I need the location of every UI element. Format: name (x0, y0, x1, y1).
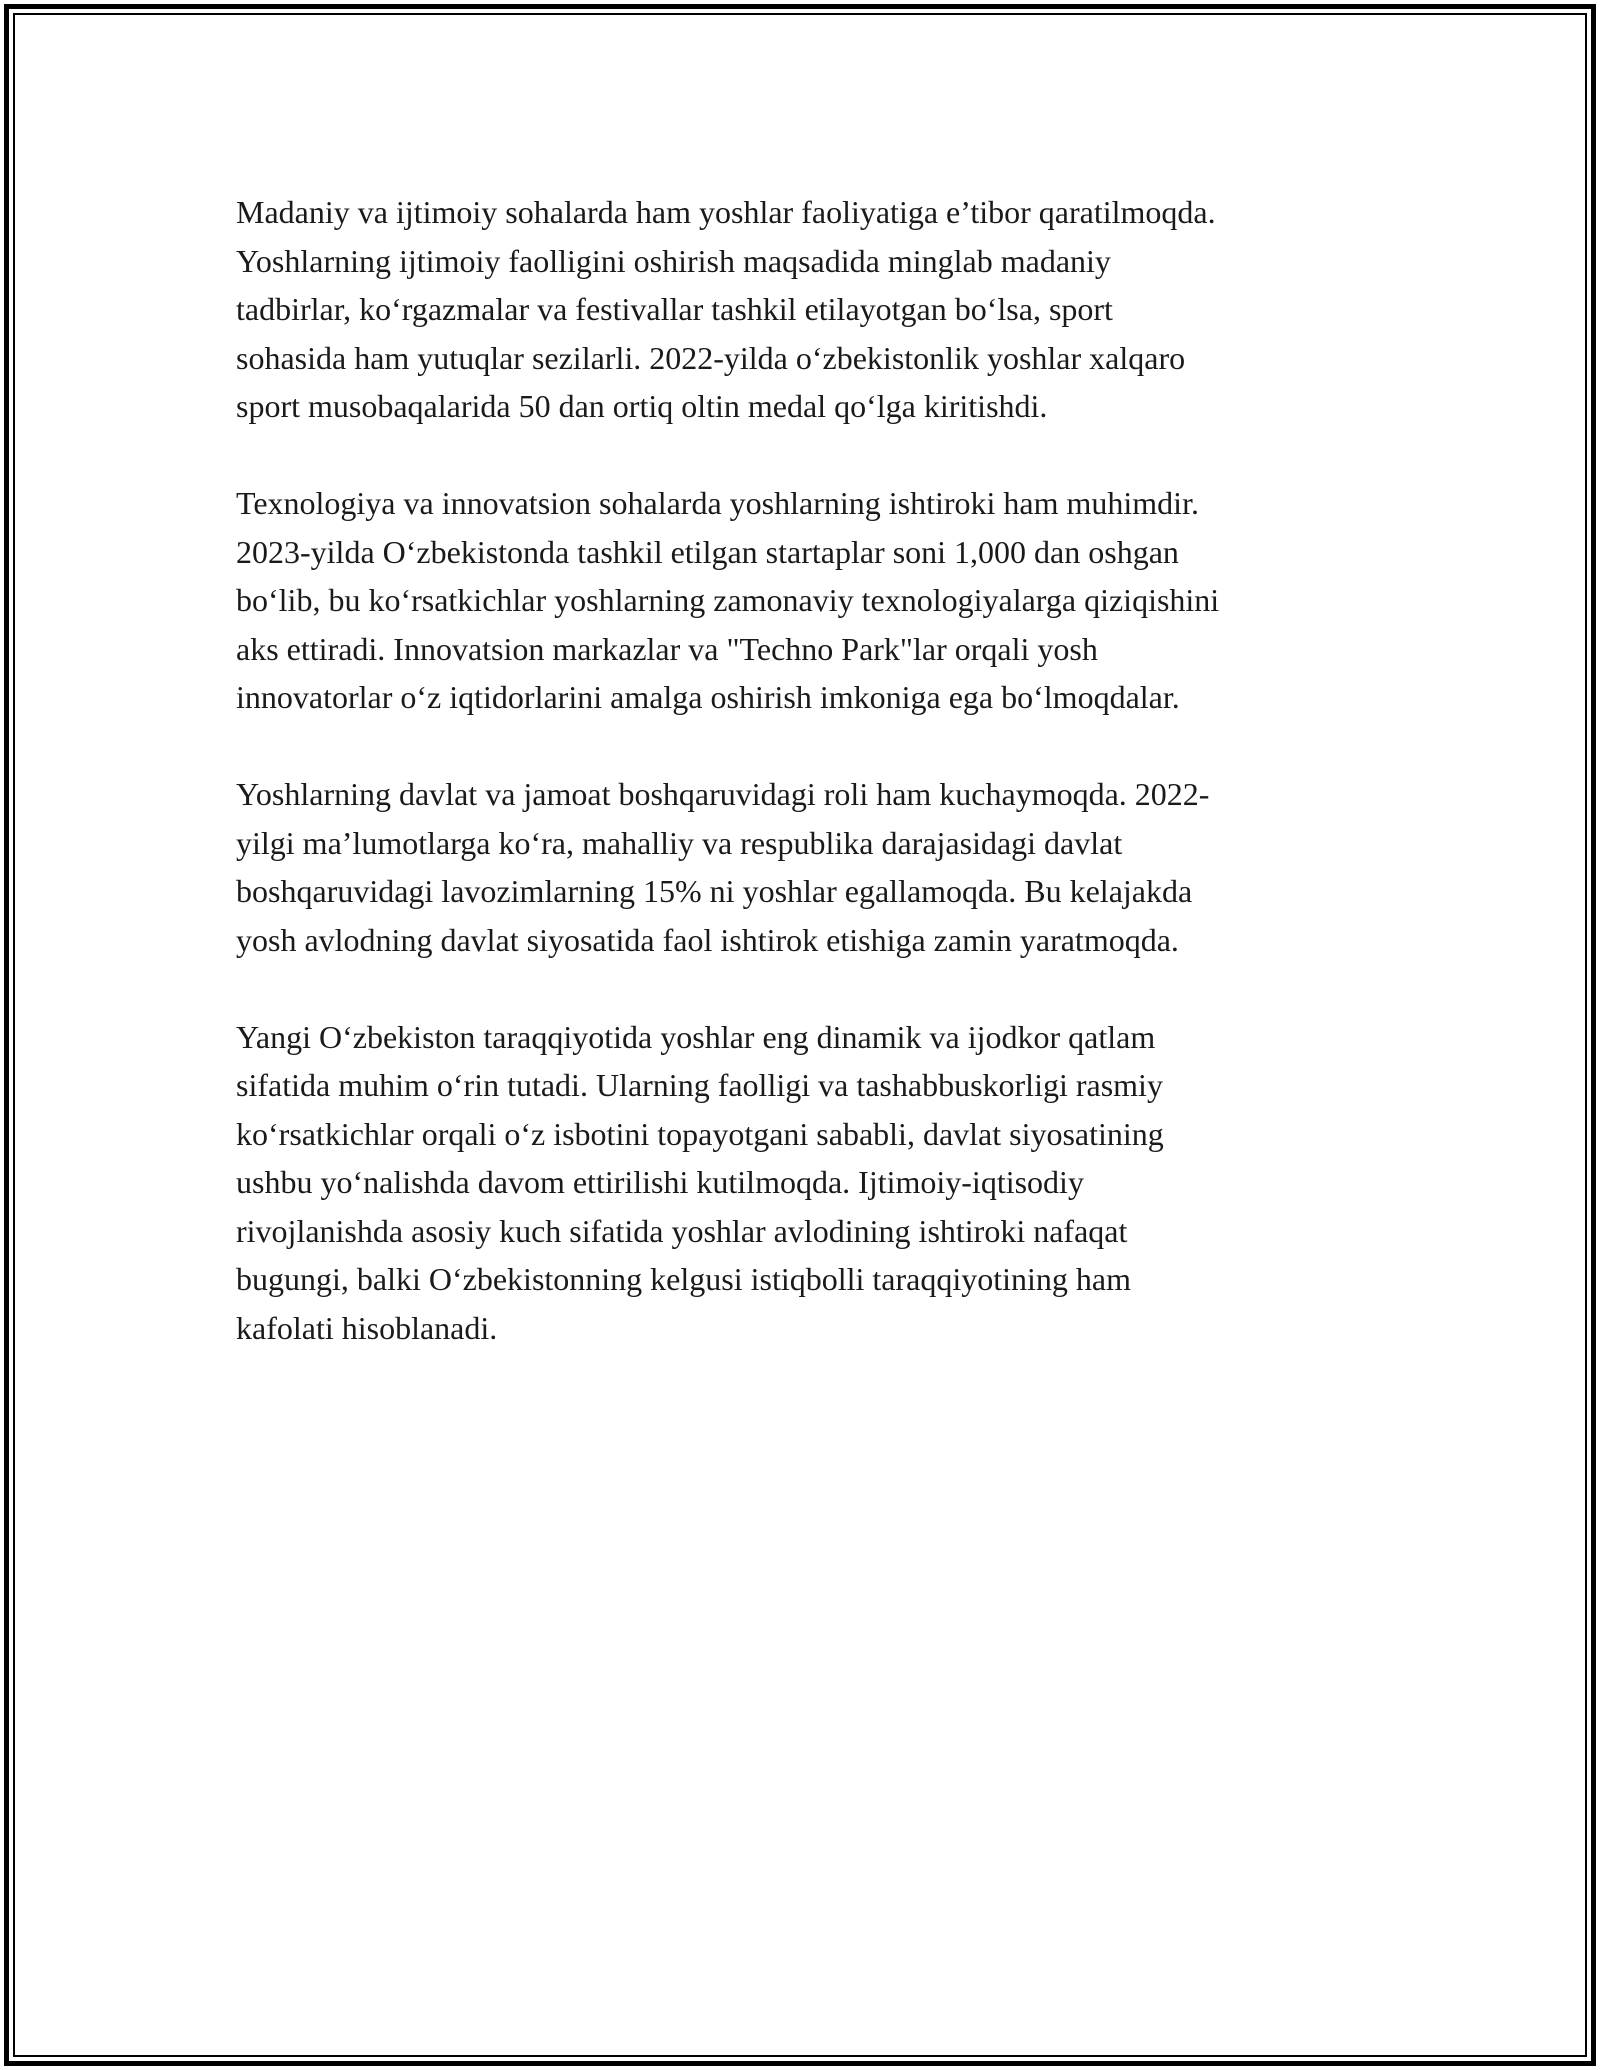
paragraph-governance: Yoshlarning davlat va jamoat boshqaruvidagi roli ham kuchaymoqda. 2022- yilgi ma’lumotlarga ko‘ra, mahalliy va respublika darajasidagi davlat boshqaruvidagi lavozimlarning 15% ni yoshlar egallamoqda. Bu kelajakda yosh avlodning davlat siyosatida faol ishtirok etishiga zamin yaratmoqda. (236, 776, 1210, 958)
document-body (236, 188, 1381, 1352)
paragraph-technology-innovation: Texnologiya va innovatsion sohalarda yoshlarning ishtiroki ham muhimdir. 2023-yilda O‘zbekistonda tashkil etilgan startaplar soni 1,000 dan oshgan bo‘lib, bu ko‘rsatkichlar yoshlarning zamonaviy texnologiyalarga qiziqishini aks ettiradi. Innovatsion markazlar va "Techno Park"lar orqali yosh innovatorlar o‘z iqtidorlarini amalga oshirish imkoniga ega bo‘lmoqdalar. (236, 485, 1220, 715)
paragraph-conclusion: Yangi O‘zbekiston taraqqiyotida yoshlar eng dinamik va ijodkor qatlam sifatida muhim o‘rin tutadi. Ularning faolligi va tashabbuskorligi rasmiy ko‘rsatkichlar orqali o‘z isbotini topayotgani sababli, davlat siyosatining ushbu yo‘nalishda davom ettirilishi kutilmoqda. Ijtimoiy-iqtisodiy rivojlanishda asosiy kuch sifatida yoshlar avlodining ishtiroki nafaqat bugungi, balki O‘zbekistonning kelgusi istiqbolli taraqqiyotining ham kafolati hisoblanadi. (236, 1018, 1164, 1346)
paragraph-culture-sports: Madaniy va ijtimoiy sohalarda ham yoshlar faoliyatiga e’tibor qaratilmoqda. Yoshlarning ijtimoiy faolligini oshirish maqsadida minglab madaniy tadbirlar, ko‘rgazmalar va festivallar tashkil etilayotgan bo‘lsa, sport sohasida ham yutuqlar sezilarli. 2022-yilda o‘zbekistonlik yoshlar xalqaro sport musobaqalarida 50 dan ortiq oltin medal qo‘lga kiritishdi. (236, 194, 1216, 424)
